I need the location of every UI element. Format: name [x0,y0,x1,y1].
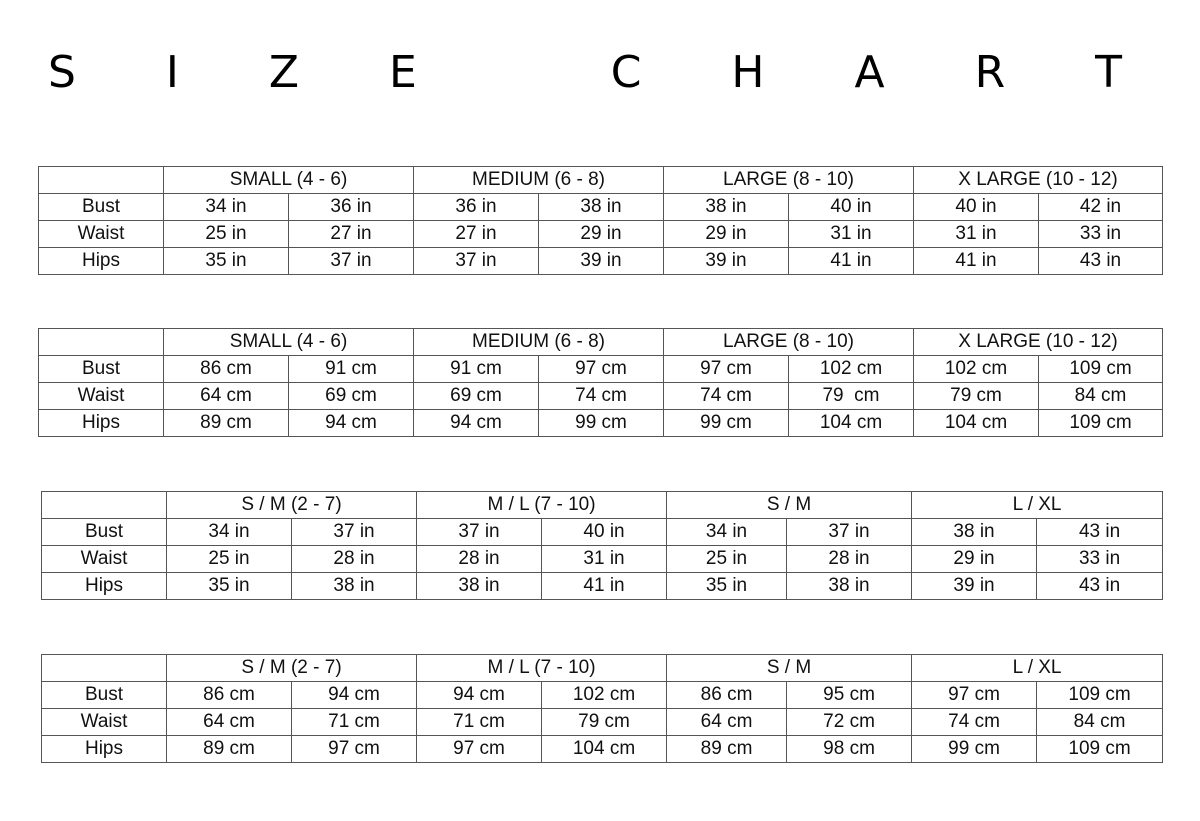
measurement-cell: 41 in [914,248,1039,275]
measurement-cell: 37 in [289,248,414,275]
row-label: Hips [39,410,164,437]
measurement-cell: 104 cm [542,736,667,763]
table-row [39,221,1163,248]
measurement-cell: 99 cm [539,410,664,437]
measurement-cell: 64 cm [667,709,787,736]
row-label: Hips [39,248,164,275]
size-table-inches [38,166,1163,275]
table-row [39,194,1163,221]
measurement-cell: 91 cm [289,356,414,383]
measurement-cell: 31 in [914,221,1039,248]
measurement-cell: 84 cm [1039,383,1163,410]
row-label: Bust [39,356,164,383]
table-row [42,736,1163,763]
row-label: Hips [42,573,167,600]
measurement-cell: 79 cm [914,383,1039,410]
measurement-cell: 95 cm [787,682,912,709]
row-label: Waist [42,709,167,736]
table-row [39,248,1163,275]
size-group-header: SMALL (4 - 6) [164,167,414,194]
measurement-cell: 97 cm [292,736,417,763]
measurement-cell: 99 cm [912,736,1037,763]
measurement-cell: 84 cm [1037,709,1163,736]
measurement-cell: 39 in [539,248,664,275]
measurement-cell: 99 cm [664,410,789,437]
measurement-cell: 29 in [539,221,664,248]
measurement-cell: 34 in [667,519,787,546]
measurement-cell: 41 in [789,248,914,275]
measurement-cell: 41 in [542,573,667,600]
table-row [42,519,1163,546]
measurement-cell: 28 in [787,546,912,573]
measurement-cell: 69 cm [289,383,414,410]
size-group-header: L / XL [912,655,1163,682]
measurement-cell: 38 in [787,573,912,600]
measurement-cell: 74 cm [912,709,1037,736]
measurement-cell: 39 in [664,248,789,275]
measurement-cell: 38 in [539,194,664,221]
measurement-cell: 40 in [789,194,914,221]
measurement-cell: 97 cm [664,356,789,383]
page-title: S I Z E C H A R T [47,47,1161,98]
measurement-cell: 39 in [912,573,1037,600]
size-table-cm-alt [41,654,1163,763]
measurement-cell: 86 cm [164,356,289,383]
table-header-row [42,655,1163,682]
measurement-cell: 42 in [1039,194,1163,221]
measurement-cell: 86 cm [667,682,787,709]
size-group-header: M / L (7 - 10) [417,492,667,519]
measurement-cell: 25 in [164,221,289,248]
measurement-cell: 43 in [1037,573,1163,600]
measurement-cell: 89 cm [167,736,292,763]
measurement-cell: 109 cm [1039,410,1163,437]
measurement-cell: 35 in [667,573,787,600]
size-group-header: SMALL (4 - 6) [164,329,414,356]
measurement-cell: 109 cm [1039,356,1163,383]
measurement-cell: 79 cm [542,709,667,736]
measurement-cell: 94 cm [417,682,542,709]
measurement-cell: 38 in [912,519,1037,546]
measurement-cell: 35 in [167,573,292,600]
measurement-cell: 35 in [164,248,289,275]
row-label: Waist [39,221,164,248]
table-row [39,356,1163,383]
measurement-cell: 25 in [667,546,787,573]
measurement-cell: 37 in [414,248,539,275]
measurement-cell: 28 in [292,546,417,573]
measurement-cell: 64 cm [167,709,292,736]
row-label: Bust [42,682,167,709]
measurement-cell: 79 cm [789,383,914,410]
size-group-header: LARGE (8 - 10) [664,329,914,356]
table-row [39,383,1163,410]
measurement-cell: 89 cm [667,736,787,763]
corner-cell [42,655,167,682]
corner-cell [39,167,164,194]
corner-cell [42,492,167,519]
size-group-header: S / M (2 - 7) [167,492,417,519]
measurement-cell: 109 cm [1037,736,1163,763]
measurement-cell: 94 cm [414,410,539,437]
measurement-cell: 43 in [1039,248,1163,275]
size-group-header: LARGE (8 - 10) [664,167,914,194]
measurement-cell: 29 in [664,221,789,248]
measurement-cell: 27 in [289,221,414,248]
size-group-header: S / M [667,492,912,519]
measurement-cell: 27 in [414,221,539,248]
measurement-cell: 36 in [414,194,539,221]
measurement-cell: 25 in [167,546,292,573]
table-header-row [39,329,1163,356]
measurement-cell: 43 in [1037,519,1163,546]
measurement-cell: 37 in [417,519,542,546]
measurement-cell: 72 cm [787,709,912,736]
measurement-cell: 40 in [914,194,1039,221]
measurement-cell: 71 cm [292,709,417,736]
measurement-cell: 69 cm [414,383,539,410]
measurement-cell: 109 cm [1037,682,1163,709]
measurement-cell: 33 in [1037,546,1163,573]
measurement-cell: 94 cm [292,682,417,709]
measurement-cell: 91 cm [414,356,539,383]
row-label: Bust [39,194,164,221]
measurement-cell: 97 cm [539,356,664,383]
measurement-cell: 74 cm [664,383,789,410]
table-row [42,546,1163,573]
size-group-header: S / M [667,655,912,682]
measurement-cell: 89 cm [164,410,289,437]
size-table-cm [38,328,1163,437]
size-group-header: X LARGE (10 - 12) [914,167,1163,194]
table-row [42,573,1163,600]
measurement-cell: 33 in [1039,221,1163,248]
measurement-cell: 104 cm [914,410,1039,437]
measurement-cell: 97 cm [912,682,1037,709]
measurement-cell: 28 in [417,546,542,573]
measurement-cell: 29 in [912,546,1037,573]
measurement-cell: 102 cm [542,682,667,709]
measurement-cell: 97 cm [417,736,542,763]
size-group-header: S / M (2 - 7) [167,655,417,682]
size-table-inches-alt [41,491,1163,600]
size-group-header: L / XL [912,492,1163,519]
measurement-cell: 98 cm [787,736,912,763]
measurement-cell: 102 cm [914,356,1039,383]
measurement-cell: 104 cm [789,410,914,437]
row-label: Waist [42,546,167,573]
measurement-cell: 38 in [292,573,417,600]
measurement-cell: 40 in [542,519,667,546]
measurement-cell: 102 cm [789,356,914,383]
row-label: Waist [39,383,164,410]
size-group-header: MEDIUM (6 - 8) [414,167,664,194]
table-row [42,682,1163,709]
row-label: Bust [42,519,167,546]
measurement-cell: 74 cm [539,383,664,410]
measurement-cell: 37 in [292,519,417,546]
table-row [39,410,1163,437]
measurement-cell: 31 in [789,221,914,248]
measurement-cell: 34 in [164,194,289,221]
measurement-cell: 64 cm [164,383,289,410]
table-row [42,709,1163,736]
measurement-cell: 31 in [542,546,667,573]
table-header-row [39,167,1163,194]
size-group-header: M / L (7 - 10) [417,655,667,682]
measurement-cell: 86 cm [167,682,292,709]
measurement-cell: 36 in [289,194,414,221]
measurement-cell: 38 in [417,573,542,600]
measurement-cell: 94 cm [289,410,414,437]
measurement-cell: 71 cm [417,709,542,736]
corner-cell [39,329,164,356]
measurement-cell: 37 in [787,519,912,546]
size-group-header: MEDIUM (6 - 8) [414,329,664,356]
table-header-row [42,492,1163,519]
measurement-cell: 34 in [167,519,292,546]
measurement-cell: 38 in [664,194,789,221]
row-label: Hips [42,736,167,763]
size-group-header: X LARGE (10 - 12) [914,329,1163,356]
